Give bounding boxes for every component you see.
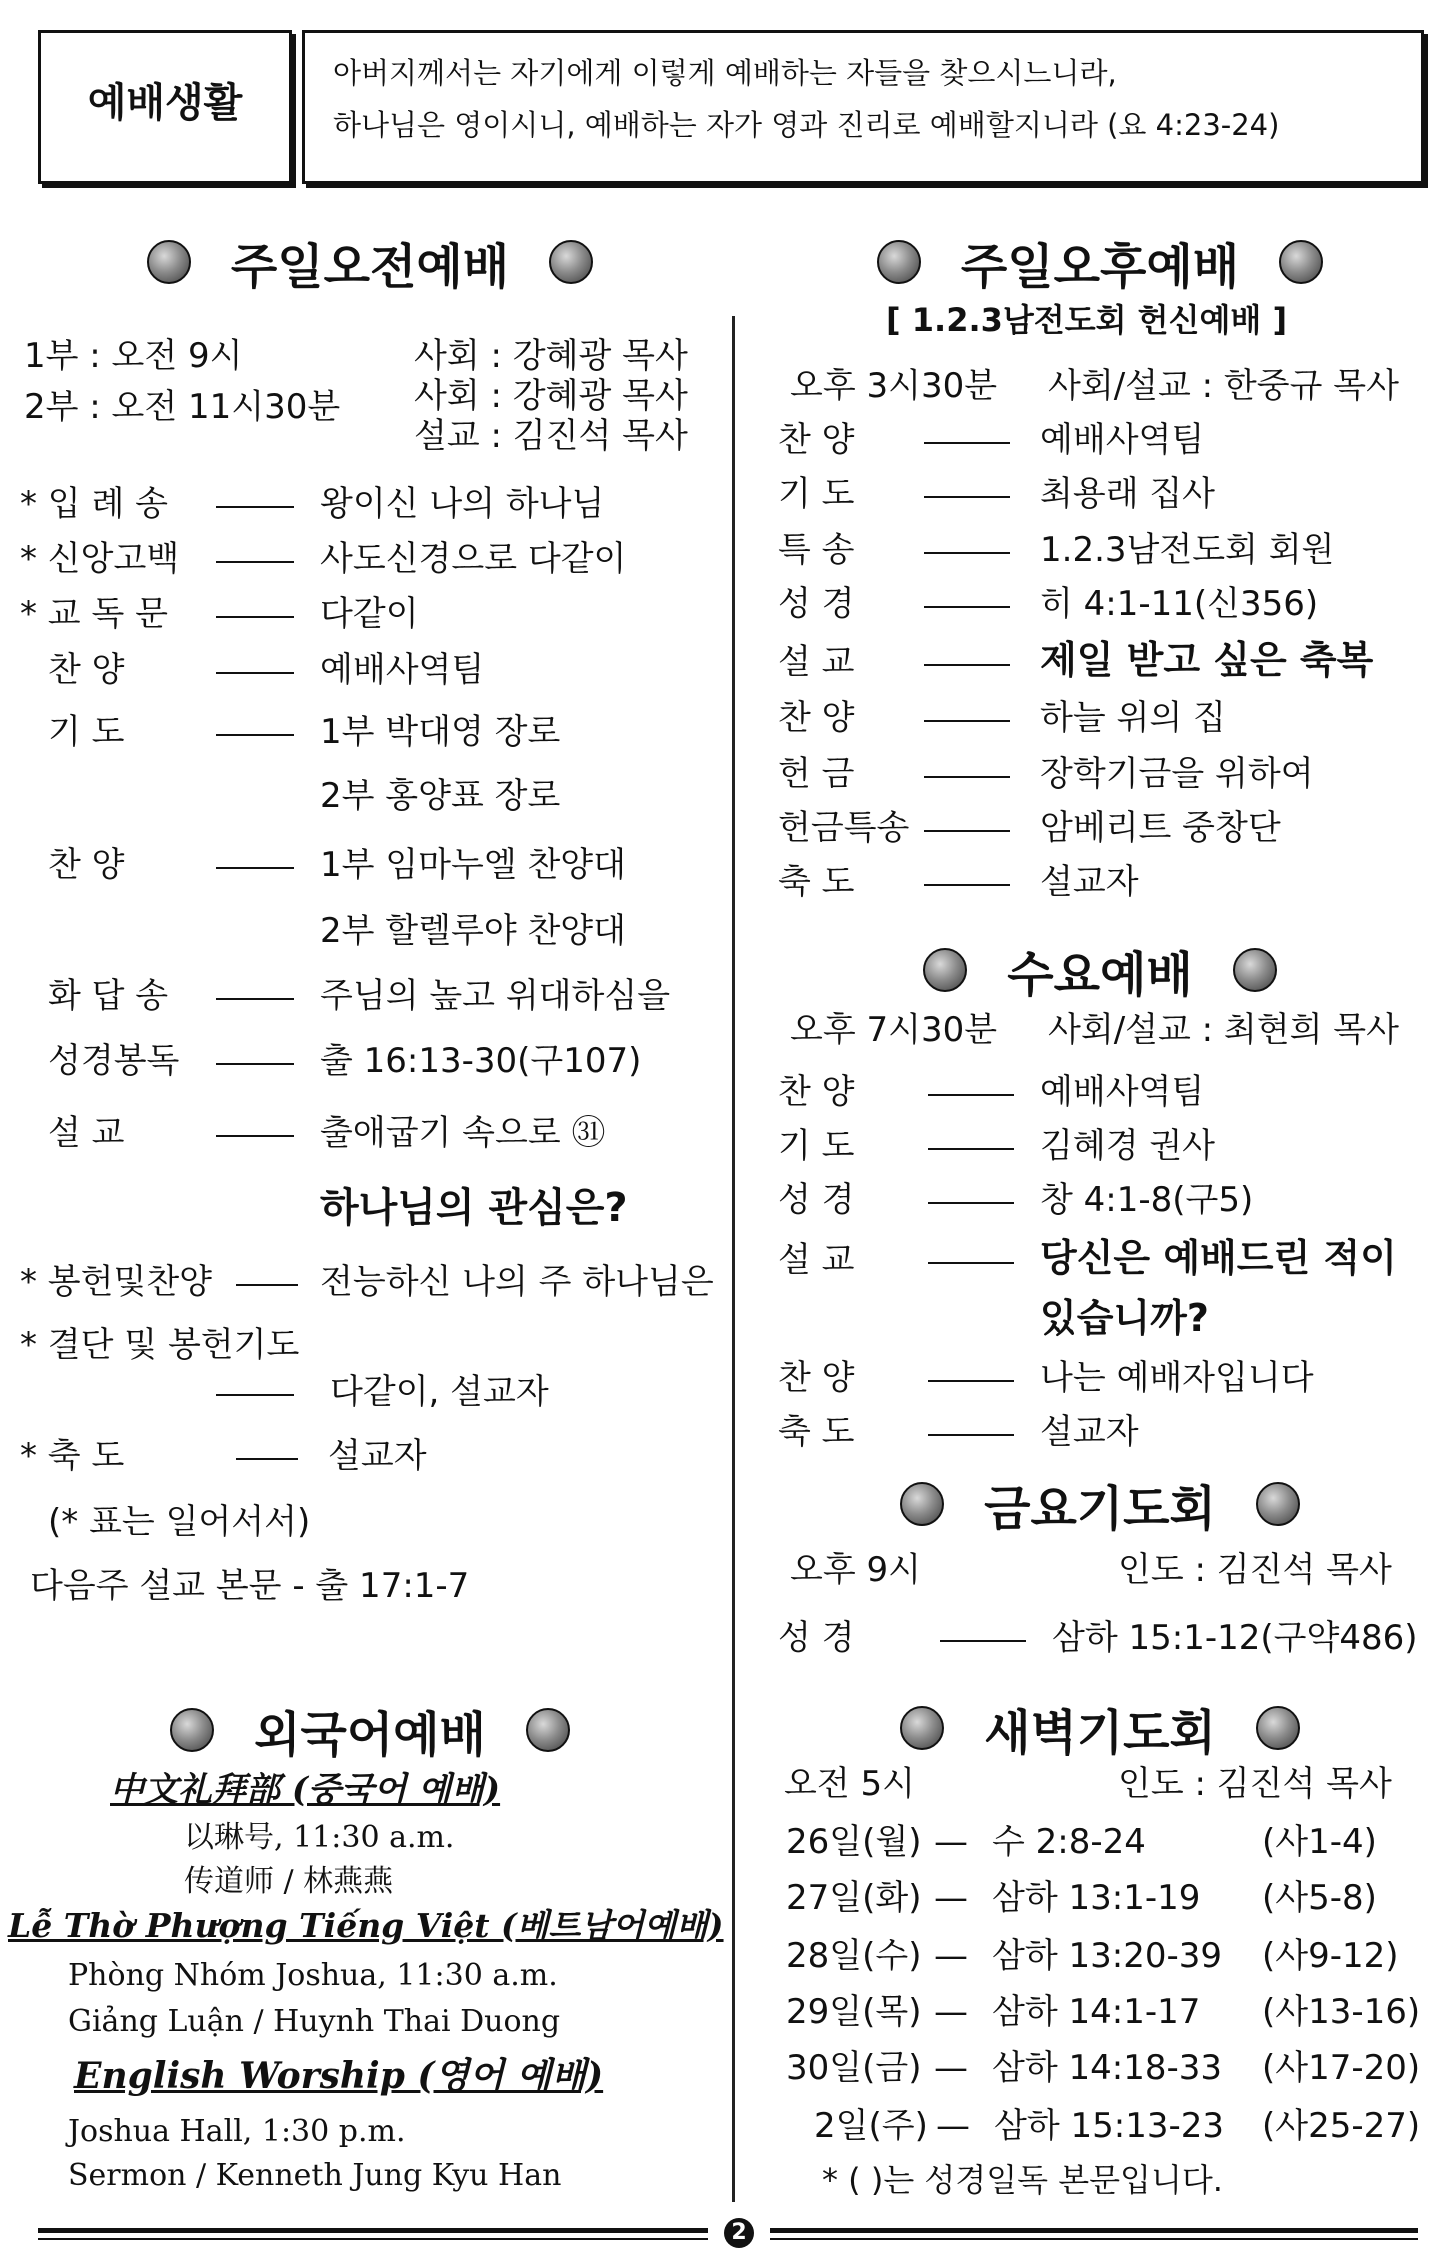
verse-line-2: 하나님은 영이시니, 예배하는 자가 영과 진리로 예배할지니라 (요 4:23-24) bbox=[333, 108, 1280, 142]
dawn-text: 삼하 13:20-39 bbox=[992, 1936, 1223, 1976]
morning-leader-1: 사회 : 강혜광 목사 bbox=[414, 336, 688, 376]
header-verse-box bbox=[302, 30, 1424, 184]
afternoon-leader: 사회/설교 : 한중규 목사 bbox=[1048, 366, 1399, 406]
leader-dash bbox=[928, 1380, 1014, 1382]
dawn-reading: (사17-20) bbox=[1262, 2048, 1421, 2088]
foreign-heading bbox=[60, 1700, 680, 1763]
leader-dash bbox=[216, 1135, 294, 1137]
leader-dash bbox=[216, 561, 294, 563]
morning-item-value: 1부 임마누엘 찬양대 bbox=[320, 845, 626, 885]
wednesday-item-label: 성 경 bbox=[778, 1180, 855, 1220]
morning-preacher: 설교 : 김진석 목사 bbox=[414, 416, 688, 456]
morning-item-label: 찬 양 bbox=[48, 845, 125, 885]
afternoon-item-value: 설교자 bbox=[1040, 862, 1139, 902]
leader-dash bbox=[928, 1148, 1014, 1150]
bullet-dot-icon bbox=[900, 1482, 944, 1526]
morning-item-value: 전능하신 나의 주 하나님은 bbox=[320, 1262, 714, 1302]
morning-heading bbox=[60, 232, 680, 295]
wednesday-item-label: 설 교 bbox=[778, 1240, 855, 1280]
morning-item-label: * 입 례 송 bbox=[20, 484, 168, 524]
dawn-reading: (사5-8) bbox=[1262, 1878, 1377, 1918]
morning-item-value: 사도신경으로 다같이 bbox=[320, 539, 627, 579]
bullet-dot-icon bbox=[1233, 948, 1277, 992]
leader-dash bbox=[924, 776, 1010, 778]
vietnamese-line-2: Giảng Luận / Huynh Thai Duong bbox=[68, 2004, 561, 2039]
dawn-leader: 인도 : 김진석 목사 bbox=[1118, 1764, 1392, 1804]
wednesday-title: 수요예배 bbox=[1007, 946, 1193, 1003]
wednesday-item-label: 찬 양 bbox=[778, 1072, 855, 1112]
morning-item-label: 기 도 bbox=[48, 712, 125, 752]
dawn-heading bbox=[770, 1698, 1430, 1761]
bullet-dot-icon bbox=[923, 948, 967, 992]
morning-item-label: 찬 양 bbox=[48, 650, 125, 690]
wednesday-item-label: 축 도 bbox=[778, 1412, 855, 1452]
footer-rule-right-thin bbox=[770, 2238, 1418, 2240]
wednesday-item-label: 찬 양 bbox=[778, 1358, 855, 1398]
header-verse bbox=[305, 33, 1421, 151]
english-line-1: Joshua Hall, 1:30 p.m. bbox=[68, 2114, 406, 2149]
dawn-text: 삼하 14:1-17 bbox=[992, 1992, 1201, 2032]
leader-dash bbox=[216, 672, 294, 674]
morning-title: 주일오전예배 bbox=[230, 238, 510, 295]
morning-item-value: 출애굽기 속으로 ㉛ bbox=[320, 1113, 606, 1153]
morning-item-label: 설 교 bbox=[48, 1113, 125, 1153]
bullet-dot-icon bbox=[526, 1708, 570, 1752]
morning-item-label: * 교 독 문 bbox=[20, 594, 168, 634]
morning-item-value: 주님의 높고 위대하심을 bbox=[320, 976, 671, 1016]
morning-item-label: 성경봉독 bbox=[48, 1041, 180, 1081]
afternoon-item-label: 축 도 bbox=[778, 862, 855, 902]
bullet-dot-icon bbox=[549, 240, 593, 284]
leader-dash bbox=[924, 884, 1010, 886]
afternoon-item-value: 히 4:1-11(신356) bbox=[1040, 584, 1319, 624]
column-divider bbox=[732, 316, 735, 2202]
morning-item-value: 왕이신 나의 하나님 bbox=[320, 484, 605, 524]
wednesday-sermon-title-2: 있습니까? bbox=[1040, 1296, 1209, 1340]
morning-item-label: * 결단 및 봉헌기도 bbox=[20, 1325, 300, 1365]
morning-item-value: 다같이, 설교자 bbox=[330, 1372, 549, 1412]
footer-rule-left-thin bbox=[38, 2238, 708, 2240]
dawn-text: 수 2:8-24 bbox=[992, 1822, 1146, 1862]
leader-dash bbox=[928, 1094, 1014, 1096]
morning-item-value-2: 2부 홍양표 장로 bbox=[320, 776, 561, 816]
leader-dash bbox=[940, 1640, 1026, 1642]
dawn-day: 2일(주) bbox=[814, 2106, 928, 2146]
chinese-title: 中文礼拜部 (중국어 예배) bbox=[110, 1770, 501, 1810]
morning-item-value: 출 16:13-30(구107) bbox=[320, 1041, 642, 1081]
verse-line-1: 아버지께서는 자기에게 이렇게 예배하는 자들을 찾으시느니라, bbox=[333, 56, 1117, 90]
morning-leader-2: 사회 : 강혜광 목사 bbox=[414, 376, 688, 416]
dawn-day: 28일(수) bbox=[786, 1936, 922, 1976]
wednesday-leader: 사회/설교 : 최현희 목사 bbox=[1048, 1010, 1399, 1050]
afternoon-item-label: 성 경 bbox=[778, 584, 855, 624]
dawn-reading: (사25-27) bbox=[1262, 2106, 1421, 2146]
morning-item-value: 다같이 bbox=[320, 594, 419, 634]
friday-heading bbox=[770, 1474, 1430, 1537]
dawn-reading: (사1-4) bbox=[1262, 1822, 1377, 1862]
vietnamese-title: Lễ Thờ Phượng Tiếng Việt (베트남어예배) bbox=[8, 1906, 724, 1945]
dawn-text: 삼하 13:1-19 bbox=[992, 1878, 1201, 1918]
afternoon-item-label: 헌 금 bbox=[778, 754, 855, 794]
wednesday-item-value: 김혜경 권사 bbox=[1040, 1126, 1216, 1166]
friday-leader: 인도 : 김진석 목사 bbox=[1118, 1550, 1392, 1590]
leader-dash bbox=[216, 1063, 294, 1065]
afternoon-time: 오후 3시30분 bbox=[790, 366, 998, 406]
leader-dash bbox=[216, 867, 294, 869]
dawn-day: 30일(금) bbox=[786, 2048, 922, 2088]
afternoon-item-label: 설 교 bbox=[778, 642, 855, 682]
morning-item-value-2: 2부 할렐루야 찬양대 bbox=[320, 911, 626, 951]
bullet-dot-icon bbox=[900, 1706, 944, 1750]
header-title-box bbox=[38, 30, 292, 184]
afternoon-title: 주일오후예배 bbox=[960, 238, 1240, 295]
afternoon-item-value: 하늘 위의 집 bbox=[1040, 698, 1226, 738]
dawn-note: * ( )는 성경일독 본문입니다. bbox=[822, 2161, 1223, 2199]
bullet-dot-icon bbox=[170, 1708, 214, 1752]
afternoon-item-value: 암베리트 중창단 bbox=[1040, 808, 1281, 848]
dawn-dash: — bbox=[934, 1878, 968, 1918]
afternoon-item-label: 찬 양 bbox=[778, 698, 855, 738]
wednesday-time: 오후 7시30분 bbox=[790, 1010, 998, 1050]
morning-item-label: * 축 도 bbox=[20, 1436, 125, 1476]
bullet-dot-icon bbox=[147, 240, 191, 284]
dawn-dash: — bbox=[936, 2106, 970, 2146]
dawn-reading: (사13-16) bbox=[1262, 1992, 1421, 2032]
footer-rule-left bbox=[38, 2228, 708, 2233]
standing-note: (* 표는 일어서서) bbox=[48, 1502, 311, 1542]
english-title: English Worship (영어 예배) bbox=[74, 2055, 604, 2097]
dawn-day: 27일(화) bbox=[786, 1878, 922, 1918]
bullet-dot-icon bbox=[1279, 240, 1323, 284]
friday-title: 금요기도회 bbox=[984, 1480, 1216, 1537]
chinese-line-2: 传道师 / 林燕燕 bbox=[184, 1864, 394, 1899]
leader-dash bbox=[924, 606, 1010, 608]
footer-rule-right bbox=[770, 2228, 1418, 2233]
dawn-dash: — bbox=[934, 1822, 968, 1862]
afternoon-item-label: 헌금특송 bbox=[778, 808, 910, 848]
afternoon-sermon-title: 제일 받고 싶은 축복 bbox=[1040, 638, 1374, 682]
leader-dash bbox=[928, 1434, 1014, 1436]
afternoon-subtitle: [ 1.2.3남전도회 헌신예배 ] bbox=[886, 301, 1288, 339]
english-line-2: Sermon / Kenneth Jung Kyu Han bbox=[68, 2158, 562, 2193]
morning-item-label: * 봉헌및찬양 bbox=[20, 1262, 213, 1302]
dawn-dash: — bbox=[934, 1992, 968, 2032]
friday-scripture-label: 성 경 bbox=[778, 1618, 855, 1658]
wednesday-item-value: 설교자 bbox=[1040, 1412, 1139, 1452]
wednesday-item-value: 창 4:1-8(구5) bbox=[1040, 1180, 1254, 1220]
leader-dash bbox=[216, 998, 294, 1000]
leader-dash bbox=[924, 664, 1010, 666]
sermon-title: 하나님의 관심은? bbox=[320, 1185, 628, 1231]
leader-dash bbox=[216, 506, 294, 508]
leader-dash bbox=[216, 734, 294, 736]
wednesday-item-value: 나는 예배자입니다 bbox=[1040, 1358, 1314, 1398]
wednesday-sermon-title: 당신은 예배드린 적이 bbox=[1040, 1236, 1397, 1280]
wednesday-item-label: 기 도 bbox=[778, 1126, 855, 1166]
afternoon-item-value: 1.2.3남전도회 회원 bbox=[1040, 530, 1335, 570]
afternoon-item-value: 최용래 집사 bbox=[1040, 474, 1216, 514]
afternoon-item-value: 장학기금을 위하여 bbox=[1040, 754, 1314, 794]
morning-item-label: 화 답 송 bbox=[48, 976, 169, 1016]
leader-dash bbox=[216, 616, 294, 618]
friday-scripture: 삼하 15:1-12(구약486) bbox=[1052, 1618, 1418, 1658]
morning-item-label: * 신앙고백 bbox=[20, 539, 180, 579]
vietnamese-line-1: Phòng Nhóm Joshua, 11:30 a.m. bbox=[68, 1958, 558, 1993]
friday-time: 오후 9시 bbox=[790, 1550, 921, 1590]
bullet-dot-icon bbox=[877, 240, 921, 284]
leader-dash bbox=[216, 1394, 294, 1396]
dawn-day: 26일(월) bbox=[786, 1822, 922, 1862]
leader-dash bbox=[236, 1458, 298, 1460]
morning-item-value: 1부 박대영 장로 bbox=[320, 712, 561, 752]
leader-dash bbox=[924, 720, 1010, 722]
chinese-line-1: 以琳号, 11:30 a.m. bbox=[184, 1820, 455, 1855]
morning-time-2: 2부 : 오전 11시30분 bbox=[24, 387, 341, 427]
morning-item-value: 예배사역팀 bbox=[320, 650, 485, 690]
dawn-time: 오전 5시 bbox=[784, 1764, 915, 1804]
leader-dash bbox=[924, 496, 1010, 498]
leader-dash bbox=[236, 1284, 298, 1286]
dawn-dash: — bbox=[934, 1936, 968, 1976]
leader-dash bbox=[928, 1202, 1014, 1204]
leader-dash bbox=[928, 1262, 1014, 1264]
foreign-title: 외국어예배 bbox=[254, 1706, 486, 1763]
leader-dash bbox=[924, 442, 1010, 444]
page-number: 2 bbox=[724, 2218, 754, 2248]
afternoon-item-label: 특 송 bbox=[778, 530, 855, 570]
dawn-text: 삼하 14:18-33 bbox=[992, 2048, 1223, 2088]
dawn-day: 29일(목) bbox=[786, 1992, 922, 2032]
morning-time-1: 1부 : 오전 9시 bbox=[24, 336, 243, 376]
bullet-dot-icon bbox=[1256, 1706, 1300, 1750]
header-title: 예배생활 bbox=[87, 80, 243, 126]
morning-item-value: 설교자 bbox=[328, 1436, 427, 1476]
afternoon-item-label: 찬 양 bbox=[778, 420, 855, 460]
next-week-text: 다음주 설교 본문 - 출 17:1-7 bbox=[30, 1566, 470, 1606]
dawn-reading: (사9-12) bbox=[1262, 1936, 1399, 1976]
wednesday-heading bbox=[770, 940, 1430, 1003]
afternoon-item-label: 기 도 bbox=[778, 474, 855, 514]
dawn-title: 새벽기도회 bbox=[984, 1704, 1216, 1761]
wednesday-item-value: 예배사역팀 bbox=[1040, 1072, 1205, 1112]
dawn-text: 삼하 15:13-23 bbox=[994, 2106, 1225, 2146]
dawn-dash: — bbox=[934, 2048, 968, 2088]
bullet-dot-icon bbox=[1256, 1482, 1300, 1526]
afternoon-heading bbox=[770, 232, 1430, 295]
leader-dash bbox=[924, 830, 1010, 832]
leader-dash bbox=[924, 552, 1010, 554]
afternoon-item-value: 예배사역팀 bbox=[1040, 420, 1205, 460]
